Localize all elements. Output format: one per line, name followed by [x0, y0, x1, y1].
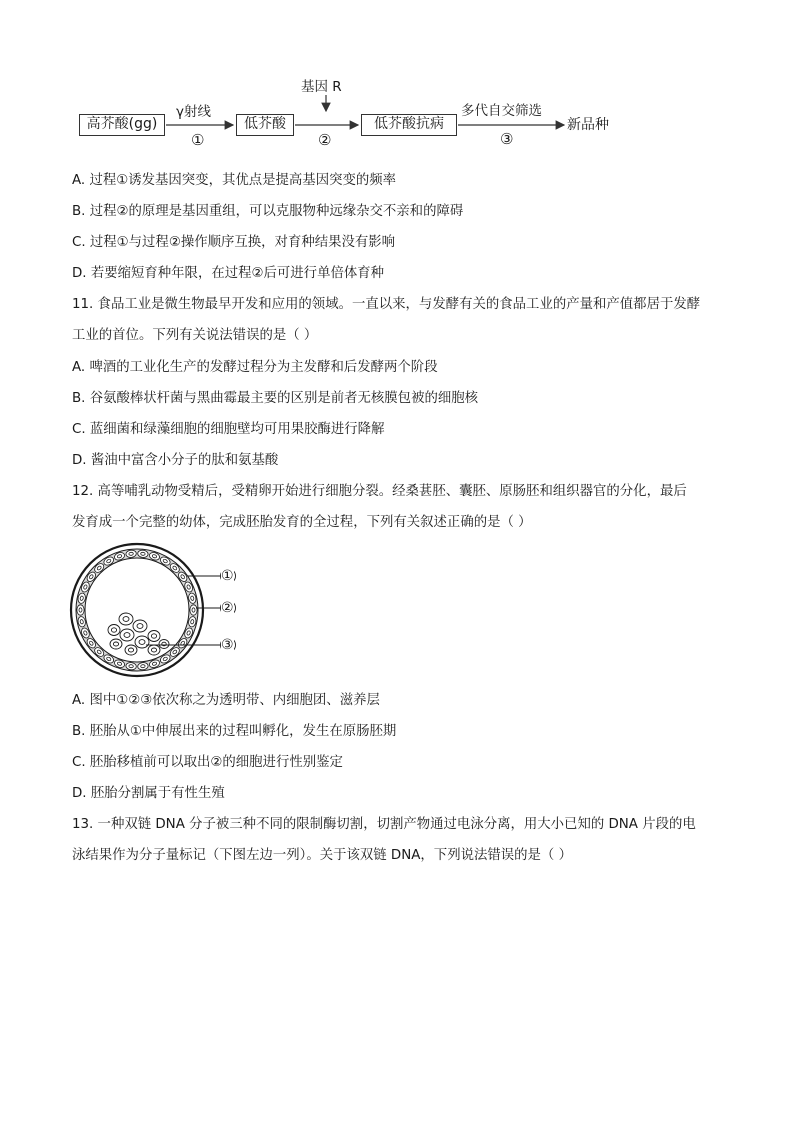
trophoblast-nucleus	[141, 552, 146, 555]
q11-option-b: B. 谷氨酸棒状杆菌与黑曲霉最主要的区别是前者无核膜包被的细胞核	[72, 391, 479, 406]
flow-step1-number: ①	[191, 131, 205, 149]
trophoblast-nucleus	[141, 664, 146, 667]
q10-option-b: B. 过程②的原理是基因重组，可以克服物种远缘杂交不亲和的障碍	[72, 204, 464, 219]
trophoblast-nucleus	[79, 608, 82, 612]
trophoblast-nucleus	[80, 596, 84, 601]
flow-gene-r-label: 基因 R	[301, 79, 342, 95]
q10-option-d: D. 若要缩短育种年限，在过程②后可进行单倍体育种	[72, 266, 385, 281]
figure-label-2: ②	[221, 600, 234, 616]
flow-result-new-variety: 新品种	[567, 117, 609, 133]
flow-arrows	[0, 0, 794, 160]
flow-step2-number: ②	[318, 131, 332, 149]
trophoblast-nucleus	[129, 664, 134, 667]
q10-option-c: C. 过程①与过程②操作顺序互换，对育种结果没有影响	[72, 235, 396, 250]
q11-option-d: D. 酱油中富含小分子的肽和氨基酸	[72, 453, 279, 468]
trophoblast-nucleus	[129, 552, 134, 555]
q12-option-c: C. 胚胎移植前可以取出②的细胞进行性别鉴定	[72, 755, 343, 770]
flow-box-high-erucic: 高芥酸(gg)	[79, 114, 165, 136]
figure-label-3: ③	[221, 637, 234, 653]
q12-option-d: D. 胚胎分割属于有性生殖	[72, 786, 225, 801]
q13-stem-line1: 13. 一种双链 DNA 分子被三种不同的限制酶切割，切割产物通过电泳分离，用大小已知的 DNA 片段的电	[72, 817, 696, 832]
flow-box-low-erucic-resistant: 低芥酸抗病	[361, 114, 457, 136]
q12-stem-line2: 发育成一个完整的幼体，完成胚胎发育的全过程，下列有关叙述正确的是（ ）	[72, 515, 532, 530]
trophoblast-nucleus	[190, 596, 194, 601]
flow-gamma-ray-label: γ射线	[176, 104, 211, 120]
q12-stem-line1: 12. 高等哺乳动物受精后，受精卵开始进行细胞分裂。经桑葚胚、囊胚、原肠胚和组织器官的分化，最后	[72, 484, 687, 499]
flow-box-low-erucic: 低芥酸	[236, 114, 294, 136]
q12-option-b: B. 胚胎从①中伸展出来的过程叫孵化，发生在原肠胚期	[72, 724, 397, 739]
flow-step3-number: ③	[500, 130, 514, 148]
q11-option-c: C. 蓝细菌和绿藻细胞的细胞壁均可用果胶酶进行降解	[72, 422, 385, 437]
trophoblast-nucleus	[190, 619, 194, 624]
q12-option-a: A. 图中①②③依次称之为透明带、内细胞团、滋养层	[72, 693, 380, 708]
q10-option-a: A. 过程①诱发基因突变，其优点是提高基因突变的频率	[72, 173, 397, 188]
q11-stem-line1: 11. 食品工业是微生物最早开发和应用的领域。一直以来，与发酵有关的食品工业的产量和产值都居于发酵	[72, 297, 701, 312]
trophoblast-nucleus	[80, 619, 84, 624]
q13-stem-line2: 泳结果作为分子量标记（下图左边一列）。关于该双链 DNA，下列说法错误的是（ ）	[72, 848, 572, 863]
trophoblast-nucleus	[192, 608, 195, 612]
flow-selfing-label: 多代自交筛选	[461, 103, 542, 119]
q11-option-a: A. 啤酒的工业化生产的发酵过程分为主发酵和后发酵两个阶段	[72, 360, 438, 375]
figure-label-1: ①	[221, 568, 234, 584]
q11-stem-line2: 工业的首位。下列有关说法错误的是（ ）	[72, 328, 318, 343]
